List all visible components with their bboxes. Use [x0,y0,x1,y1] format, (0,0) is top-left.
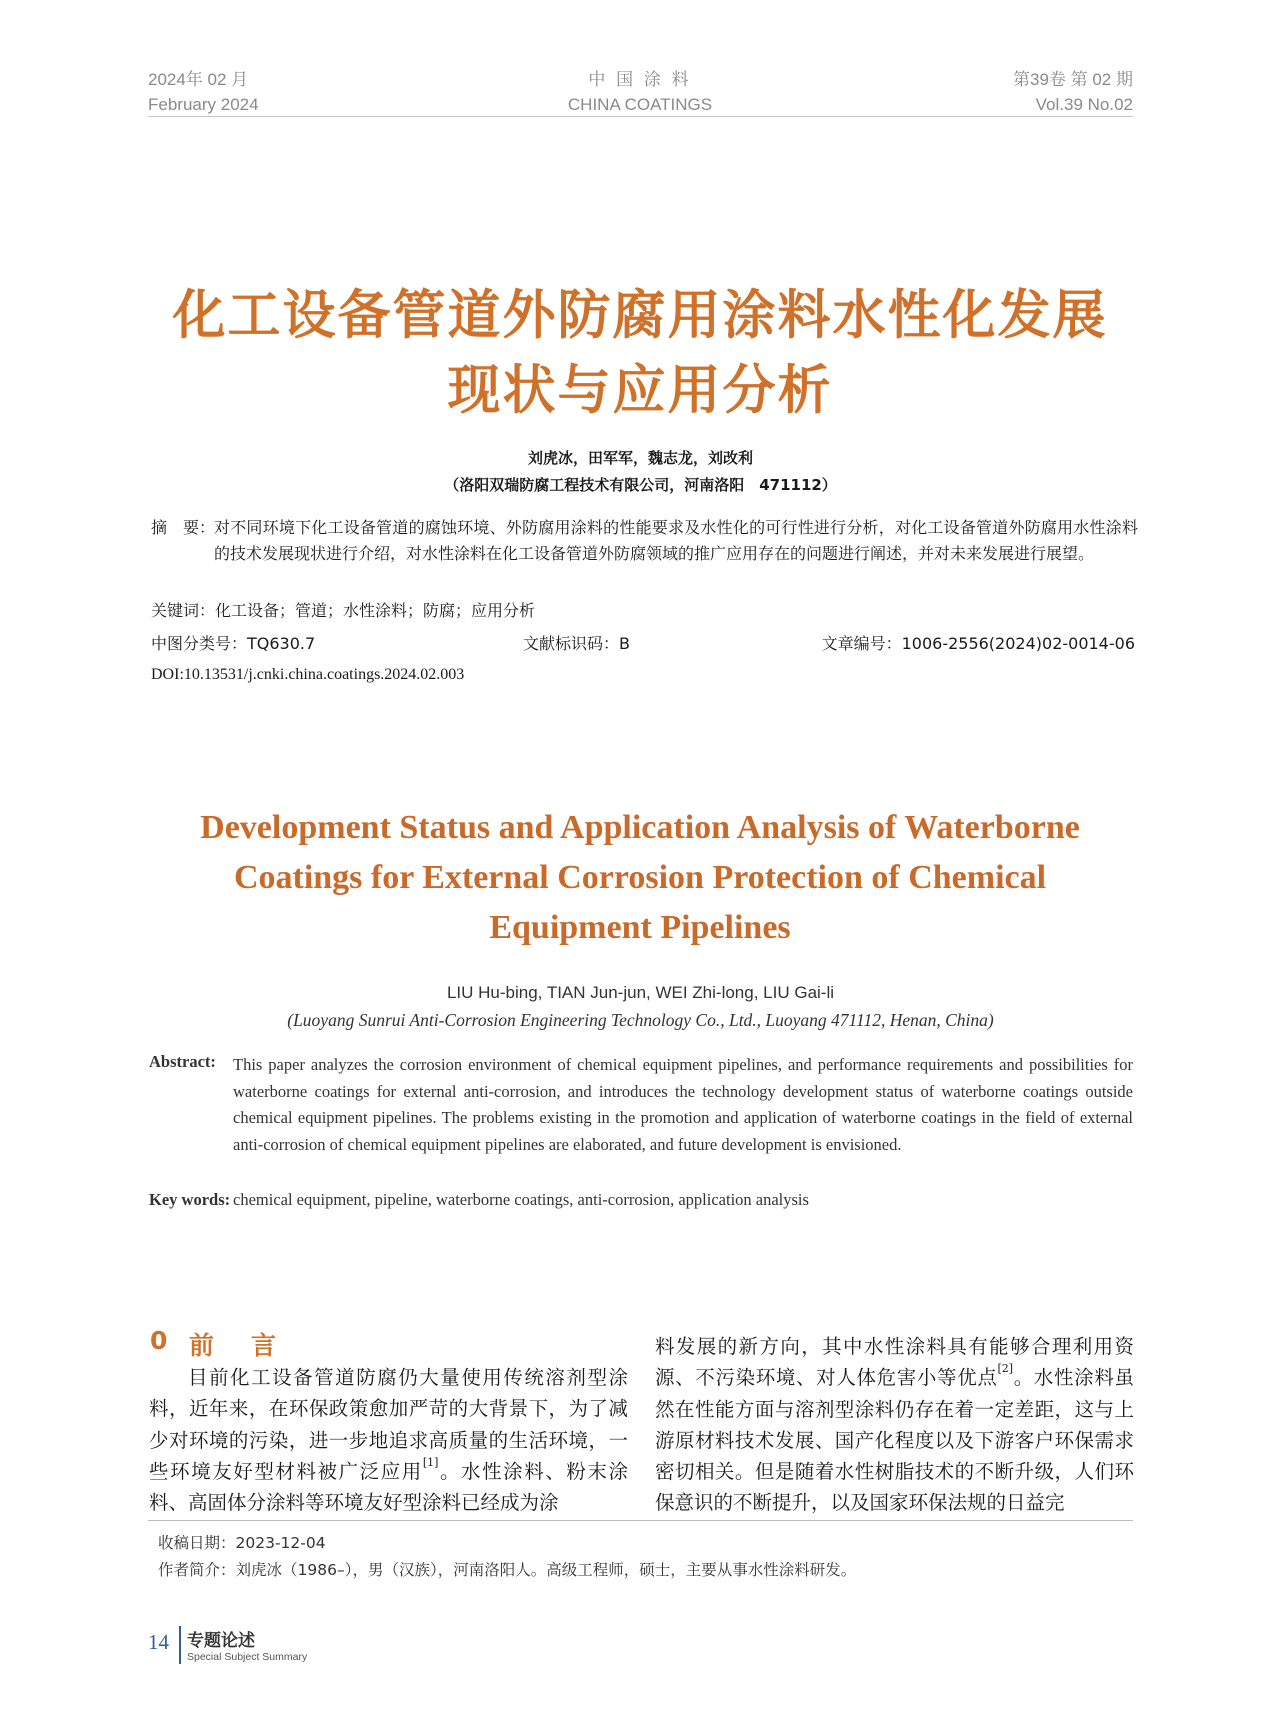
affiliation-en: (Luoyang Sunrui Anti-Corrosion Engineering Technology Co., Ltd., Luoyang 471112, Henan, China) [287,1010,994,1030]
body-left-column [149,1362,628,1518]
footer-section-en: Special Subject Summary [187,1651,308,1663]
authors-en: LIU Hu-bing, TIAN Jun-jun, WEI Zhi-long, LIU Gai-li [446,983,835,1002]
keywords-en-text: chemical equipment, pipeline, waterborne coatings, anti-corrosion, application analysis [233,1190,809,1209]
keywords-en-label: Key words: [149,1190,231,1209]
abstract-en-label: Abstract: [149,1052,216,1071]
abstract-cn-label: 摘 要： [151,518,216,537]
body-right-text-a: 料发展的新方向，其中水性涂料具有能够合理利用资源、不污染环境、对人体危害小等优点 [655,1335,1134,1390]
footnote-received: 收稿日期：2023-12-04 [158,1534,326,1552]
title-cn-line1: 化工设备管道外防腐用涂料水性化发展 [172,285,1108,346]
abstract-cn-text: 对不同环境下化工设备管道的腐蚀环境、外防腐用涂料的性能要求及水性化的可行性进行分析，对化工设备管道外防腐用水性涂料的技术发展现状进行介绍，对水性涂料在化工设备管道外防腐领域的推广应用存在的问题进行阐述，并对未来发展进行展望。 [214,518,1138,563]
title-en-line2: Coatings for External Corrosion Protection of Chemical [233,859,1047,896]
header-journal-cn: 中 国 涂 料 [588,70,692,89]
doi: DOI:10.13531/j.cnki.china.coatings.2024.02.003 [151,666,465,683]
title-en-line3: Equipment Pipelines [489,909,791,946]
page-number: 14 [148,1630,169,1654]
classification-number: 中图分类号：TQ630.7 [151,634,316,653]
header-date-cn: 2024年 02 月 [148,70,249,89]
affiliation-cn: （洛阳双瑞防腐工程技术有限公司，河南洛阳 471112） [444,476,837,494]
section-title: 前 言 [189,1331,283,1360]
header-date-en: February 2024 [148,95,259,114]
footer-divider [179,1626,181,1664]
header-journal-en: CHINA COATINGS [567,95,713,114]
document-code: 文献标识码：B [523,634,630,653]
citation-1: [1] [422,1455,439,1469]
citation-2: [2] [997,1362,1014,1376]
footer-section-cn: 专题论述 [187,1631,255,1651]
header-issue-en: Vol.39 No.02 [1035,95,1133,114]
abstract-en-text: This paper analyzes the corrosion environment of chemical equipment pipelines, and performance requirements and possibilities for waterborne coatings for external anti-corrosion, and introduces the technology development status of waterborne coatings outside chemical equipment pipelines. The problems existing in the promotion and application of waterborne coatings in the field of external anti-corrosion of chemical equipment pipelines are elaborated, and future development is envisioned. [233,1055,1133,1154]
body-right-text-b: 。水性涂料虽然在性能方面与溶剂型涂料仍存在着一定差距，这与上游原材料技术发展、国产化程度以及下游客户环保需求密切相关。但是随着水性树脂技术的不断升级，人们环保意识的不断提升，以及国家环保法规的日益完 [655,1366,1134,1515]
title-cn-line2: 现状与应用分析 [447,360,833,421]
body-left-text-b: 。水性涂料、粉末涂料、高固体分涂料等环境友好型涂料已经成为涂 [149,1459,628,1515]
title-en-line1: Development Status and Application Analysis of Waterborne [200,809,1080,846]
header-rule [148,116,1133,117]
authors-cn: 刘虎冰，田军军，魏志龙，刘改利 [527,449,753,467]
keywords-cn: 关键词：化工设备；管道；水性涂料；防腐；应用分析 [151,601,536,620]
section-number: 0 [150,1326,174,1355]
header-issue-cn: 第39卷 第 02 期 [1013,70,1133,89]
body-left-text-a: 目前化工设备管道防腐仍大量使用传统溶剂型涂料，近年来，在环保政策愈加严苛的大背景下，为了减少对环境的污染，进一步地追求高质量的生活环境，一些环境友好型材料被广泛应用 [149,1366,628,1483]
footnote-rule [148,1520,1133,1521]
article-number: 文章编号：1006-2556(2024)02-0014-06 [821,634,1135,653]
footnote-author-bio: 作者简介：刘虎冰（1986–），男（汉族），河南洛阳人。高级工程师，硕士，主要从事水性涂料研发。 [158,1561,857,1579]
body-right-column [655,1331,1134,1519]
